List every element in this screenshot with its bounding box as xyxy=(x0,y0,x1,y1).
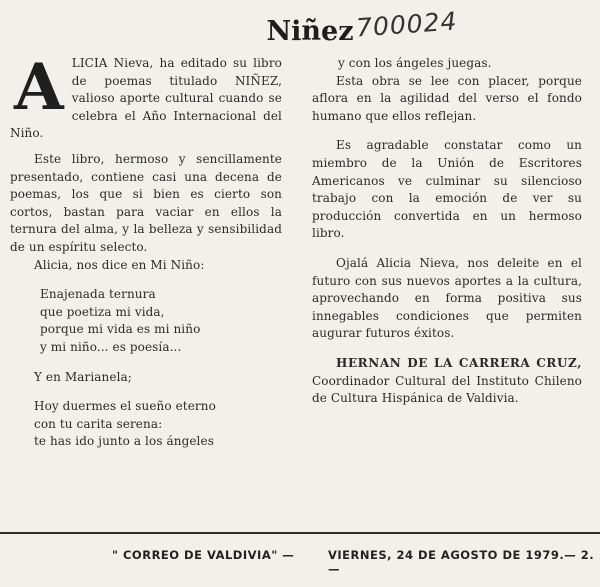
footer-divider xyxy=(0,532,600,534)
poem-marianela xyxy=(10,398,282,451)
poem-line: y con los ángeles juegas. xyxy=(338,56,492,70)
left-paragraph-2: Este libro, hermoso y sencillamente presentado, contiene casi una decena de poemas, los que si bien es cierto son cortos, bastan para vaciar en ellos la ternura del alma, y la belleza y sensibilidad de un espíritu selecto. xyxy=(10,151,282,254)
poem-line: y mi niño... es poesía... xyxy=(40,339,182,354)
signature-name: HERNAN DE LA CARRERA CRUZ, xyxy=(336,355,582,370)
poem-line: te has ido junto a los ángeles xyxy=(34,434,214,449)
left-paragraph-3: Alicia, nos dice en Mi Niño: xyxy=(34,257,205,272)
right-paragraph-3: Ojalá Alicia Nieva, nos deleite en el futuro con sus nuevos aportes a la cultura, aprovechando en forma positiva sus innegables condiciones que permiten augurar futuros éxitos. xyxy=(312,255,582,341)
poem-continuation xyxy=(312,55,582,73)
left-paragraph-1: LICIA Nieva, ha editado su libro de poemas titulado NIÑEZ, valioso aporte cultural cuando se celebra el Año Internacional del Niño. xyxy=(10,56,282,141)
poem-line: porque mi vida es mi niño xyxy=(40,322,201,337)
poem-line: con tu carita serena: xyxy=(34,416,163,431)
right-column xyxy=(312,55,582,408)
publication-name: " CORREO DE VALDIVIA" — xyxy=(112,548,295,562)
right-paragraph-1: Esta obra se lee con placer, porque aflora en la agilidad del verso el fondo humano que ellos reflejan. xyxy=(312,73,582,123)
right-paragraph-2: Es agradable constatar como un miembro de la Unión de Escritores Americanos ve culminar su silencioso trabajo con la emoción de ver su producción convertida en un hermoso libro. xyxy=(312,138,582,241)
drop-cap: A xyxy=(14,50,64,125)
left-paragraph-4: Y en Marianela; xyxy=(34,369,132,384)
publication-date: VIERNES, 24 DE AGOSTO DE 1979.— 2.— xyxy=(328,548,595,576)
signature xyxy=(312,355,582,408)
handwritten-archive-number: 700024 xyxy=(355,6,459,43)
poem-line: que poetiza mi vida, xyxy=(40,304,165,319)
poem-line: Hoy duermes el sueño eterno xyxy=(34,399,216,414)
poem-mi-nino xyxy=(10,286,282,356)
poem-line: Enajenada ternura xyxy=(40,287,156,302)
signature-role: Coordinador Cultural del Instituto Chileno de Cultura Hispánica de Valdivia. xyxy=(312,373,582,406)
left-column xyxy=(10,50,282,451)
article-title: Niñez xyxy=(266,16,354,47)
